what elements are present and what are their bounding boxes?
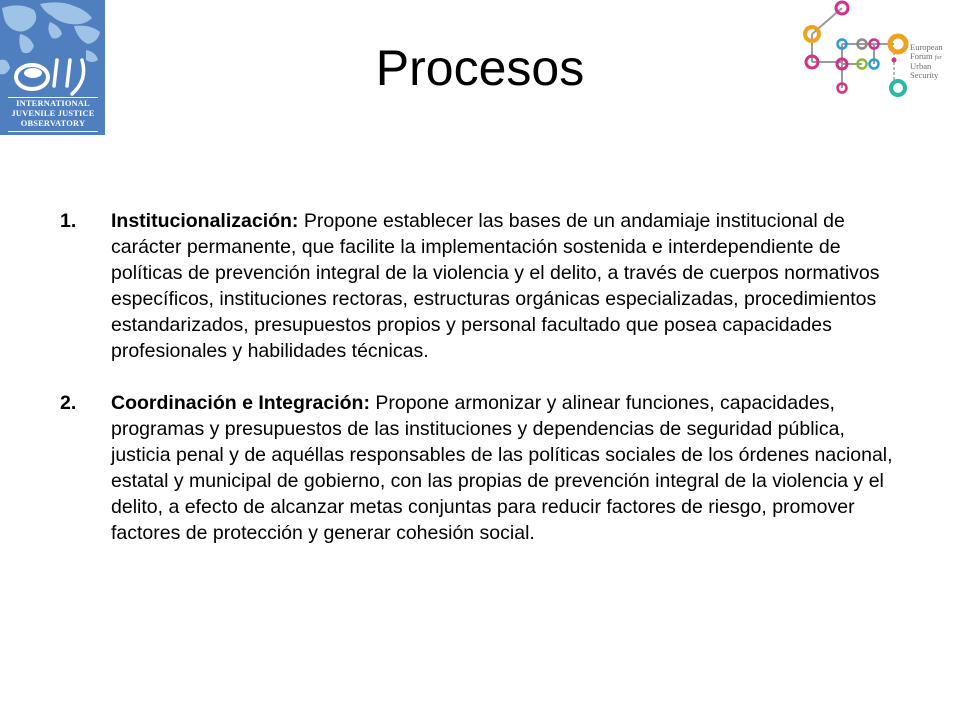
process-list xyxy=(60,208,900,546)
list-item-text: Propone establecer las bases de un andamiaje institucional de carácter permanente, que facilite la implementación sostenida e interdependiente de políticas de prevención integral de la violencia y el delito, a través de cuerpos normativos específicos, instituciones rectoras, estructuras orgánicas especializadas, procedimientos estandarizados, presupuestos propios y personal facultado que posea capacidades profesionales y habilidades técnicas. xyxy=(111,210,880,362)
efus-line-4: Security xyxy=(910,69,939,80)
ijjo-line-3: OBSERVATORY xyxy=(20,119,86,128)
page-title: Procesos xyxy=(375,40,585,96)
efus-line-2: Forum for xyxy=(910,50,942,61)
efus-line-1: European xyxy=(910,42,943,52)
list-item xyxy=(60,390,900,546)
ijjo-line-2: JUVENILE JUSTICE xyxy=(11,109,95,118)
efus-line-3: Urban xyxy=(910,61,932,71)
list-item-text: Propone armonizar y alinear funciones, capacidades, programas y presupuestos de las instituciones y dependencias de seguridad pública, justicia penal y de aquéllas responsables de las políticas sociales de los órdenes nacional, estatal y municipal de gobierno, con las propias de prevención integral de la violencia y el delito, a efecto de alcanzar metas conjuntas para reducir factores de riesgo, promover factores de protección y generar cohesión social. xyxy=(111,392,893,544)
list-item xyxy=(60,208,900,364)
ijjo-line-1: INTERNATIONAL xyxy=(16,99,90,108)
logo-rule-bottom xyxy=(8,131,98,132)
list-item-term: Coordinación e Integración: xyxy=(111,392,376,414)
ijjo-logo-text xyxy=(4,99,102,129)
list-item-term: Institucionalización: xyxy=(111,210,304,232)
list-item-number: 2. xyxy=(60,392,77,414)
list-item-number: 1. xyxy=(60,210,77,232)
